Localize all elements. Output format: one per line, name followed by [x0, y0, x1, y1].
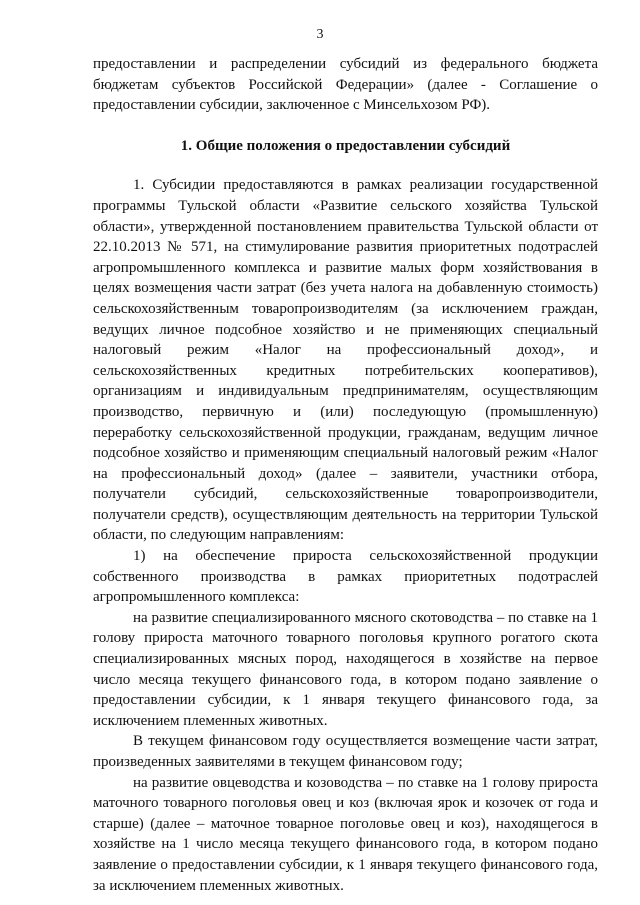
paragraph-sheep-goats: на развитие овцеводства и козоводства – по ставке на 1 голову прироста маточного товарного поголовья овец и коз (включая ярок и козочек от года и старше) (далее – маточное товарное поголовье овец и коз), находящегося в хозяйстве на 1 число месяца текущего финансового года, в котором подано заявление о предоставлении субсидии, к 1 января текущего финансового года, за исключением племенных животных.	[93, 774, 598, 894]
paragraph-1: 1. Субсидии предоставляются в рамках реализации государственной программы Тульской области «Развитие сельского хозяйства Тульской области», утвержденной постановлением правительства Тульской области от 22.10.2013 № 571, на стимулирование развития приоритетных подотраслей агропромышленного комплекса и развитие малых форм хозяйствования в целях возмещения части затрат (без учета налога на добавленную стоимость) сельскохозяйственным товаропроизводителям (за исключением граждан, ведущих личное подсобное хозяйство и не применяющих специальный налоговый режим «Налог на профессиональный доход», и сельскохозяйственных кредитных потребительских кооперативов), организациям и индивидуальным предпринимателям, осуществляющим производство, первичную и (или) последующую (промышленную) переработку сельскохозяйственной продукции, гражданам, ведущим личное подсобное хозяйство и применяющим специальный налоговый режим «Налог на профессиональный доход» (далее – заявители, участники отбора, получатели субсидий, сельскохозяйственные товаропроизводители, получатели средств), осуществляющим деятельность на территории Тульской области, по следующим направлениям:	[93, 177, 598, 544]
intro-paragraph: предоставлении и распределении субсидий из федерального бюджета бюджетам субъектов Российской Федерации» (далее - Соглашение о предоставлении субсидии, заключенное с Минсельхозом РФ).	[93, 56, 598, 114]
paragraph-1-1: 1) на обеспечение прироста сельскохозяйственной продукции собственного производства в рамках приоритетных подотраслей агропромышленного комплекса:	[93, 548, 598, 606]
page-number: 3	[316, 27, 324, 42]
paragraph-current-year: В текущем финансовом году осуществляется возмещение части затрат, произведенных заявителями в текущем финансовом году;	[93, 733, 598, 770]
section-heading: 1. Общие положения о предоставлении субсидий	[180, 137, 511, 154]
document-body	[93, 54, 598, 896]
paragraph-meat-cattle: на развитие специализированного мясного скотоводства – по ставке на 1 голову прироста маточного товарного поголовья крупного рогатого скота специализированных мясных пород, находящегося в хозяйстве на первое число месяца текущего финансового года, в котором подано заявление о предоставлении субсидии, к 1 января текущего финансового года, за исключением племенных животных.	[93, 609, 598, 729]
